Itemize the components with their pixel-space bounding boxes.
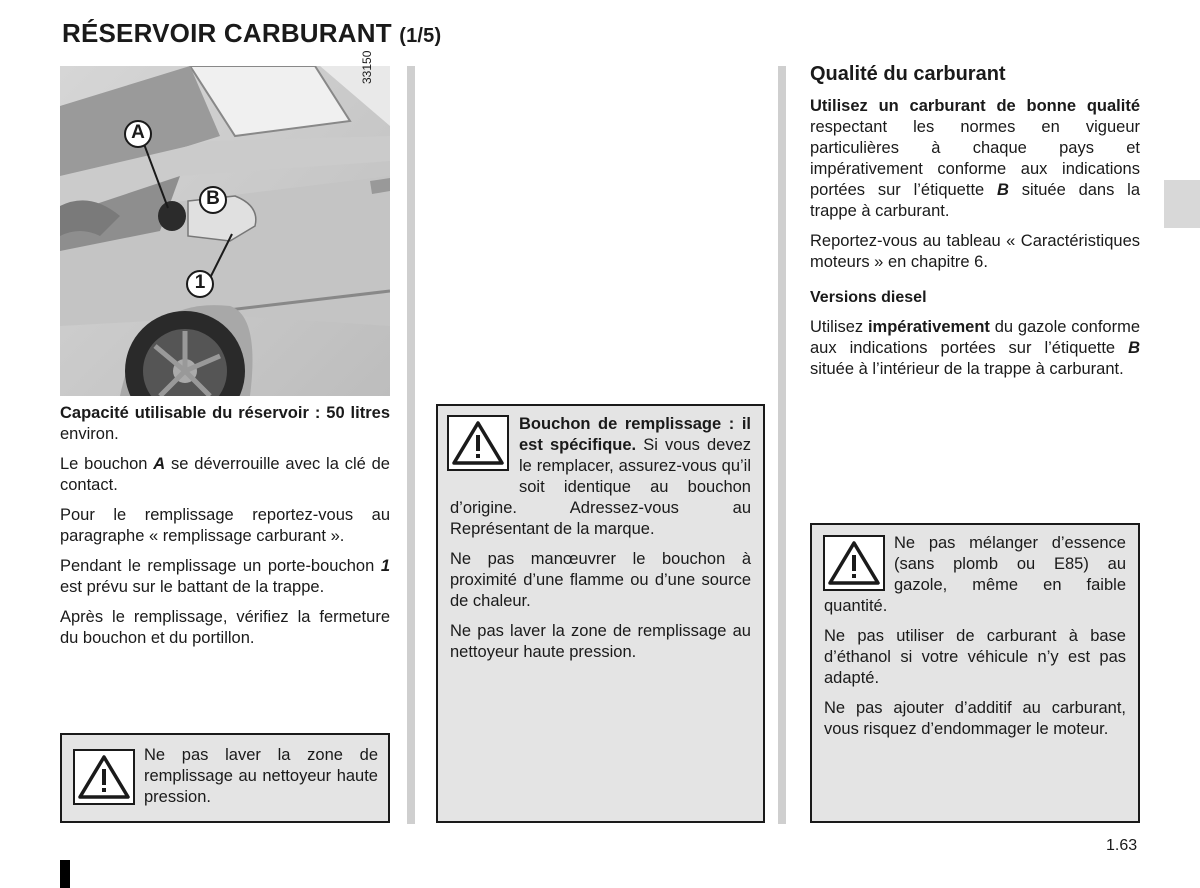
page-number: 1.63: [1106, 837, 1138, 854]
capacity-paragraph: Capacité utilisable du réservoir : 50 litres environ.: [60, 404, 390, 443]
callout-a: A: [131, 122, 145, 143]
title-part: (1/5): [399, 25, 442, 47]
chapter-tab: [1164, 180, 1200, 228]
title-text: RÉSERVOIR CARBURANT: [62, 18, 392, 48]
pressure-warning: Ne pas laver la zone de remplissage au nettoyeur haute pression.: [450, 622, 751, 661]
callout-b: B: [206, 188, 220, 209]
print-mark: [60, 860, 70, 888]
left-warning-text: Ne pas laver la zone de remplissage au nettoyeur haute pression.: [144, 746, 378, 806]
after-refill-paragraph: Après le remplissage, vérifiez la fermeture du bouchon et du portillon.: [60, 608, 390, 647]
column-separator-left: [407, 66, 415, 824]
column-separator-right: [778, 66, 786, 824]
cap-holder-paragraph: Pendant le remplissage un porte-bouchon 1 est prévu sur le battant de la trappe.: [60, 557, 390, 596]
figure-ref-number: 33150: [360, 50, 374, 84]
middle-warning-box: [436, 404, 765, 823]
right-column-text: Utilisez un carburant de bonne qualité respectant les normes en vigueur particulières à chaque pays et impérativement conforme aux indications portées sur l’étiquette B située dans la trappe à carburant. Reportez-vous au tableau « Caractéristiques moteurs » en chapitre 6. Versions diesel Utilisez impérativement du gazole conforme aux indications portées sur l’étiquette B située à l’intérieur de la trappe à carburant.: [810, 97, 1141, 378]
fuel-flap-figure: [60, 50, 390, 396]
right-warning-text: Ne pas mélanger d’essence (sans plomb ou E85) au gazole, même en faible quantité. Ne pas utiliser de carburant à base d’éthanol si votre véhicule n’y est pas adapté. Ne pas ajouter d’additif au carburant, vous risquez d’endommager le moteur.: [824, 534, 1126, 738]
middle-warning-text: Bouchon de remplissage : il est spécifique. Si vous devez le remplacer, assurez-vous qu’il soit identique au bouchon d’origine. Adressez-vous au Représentant de la marque. Ne pas manœuvrer le bouchon à proximité d’une flamme ou d’une source de chaleur. Ne pas laver la zone de remplissage au nettoyeur haute pression.: [450, 415, 751, 661]
flame-warning: Ne pas manœuvrer le bouchon à proximité d’une flamme ou d’une source de chaleur.: [450, 550, 751, 610]
cap-unlock-paragraph: Le bouchon A se déverrouille avec la clé de contact.: [60, 455, 390, 494]
warning-triangle-icon: [73, 749, 135, 805]
car-illustration: [60, 66, 390, 396]
left-column-text: [60, 403, 390, 658]
refill-paragraph: Pour le remplissage reportez-vous au paragraphe « remplissage carburant ».: [60, 506, 390, 545]
fuel-quality-heading: Qualité du carburant: [810, 63, 1006, 85]
left-warning-box: [60, 733, 390, 823]
right-warning-box: [810, 523, 1140, 823]
callout-1: 1: [194, 272, 206, 293]
diesel-subheading: Versions diesel: [810, 289, 927, 306]
page-title: [62, 18, 441, 49]
